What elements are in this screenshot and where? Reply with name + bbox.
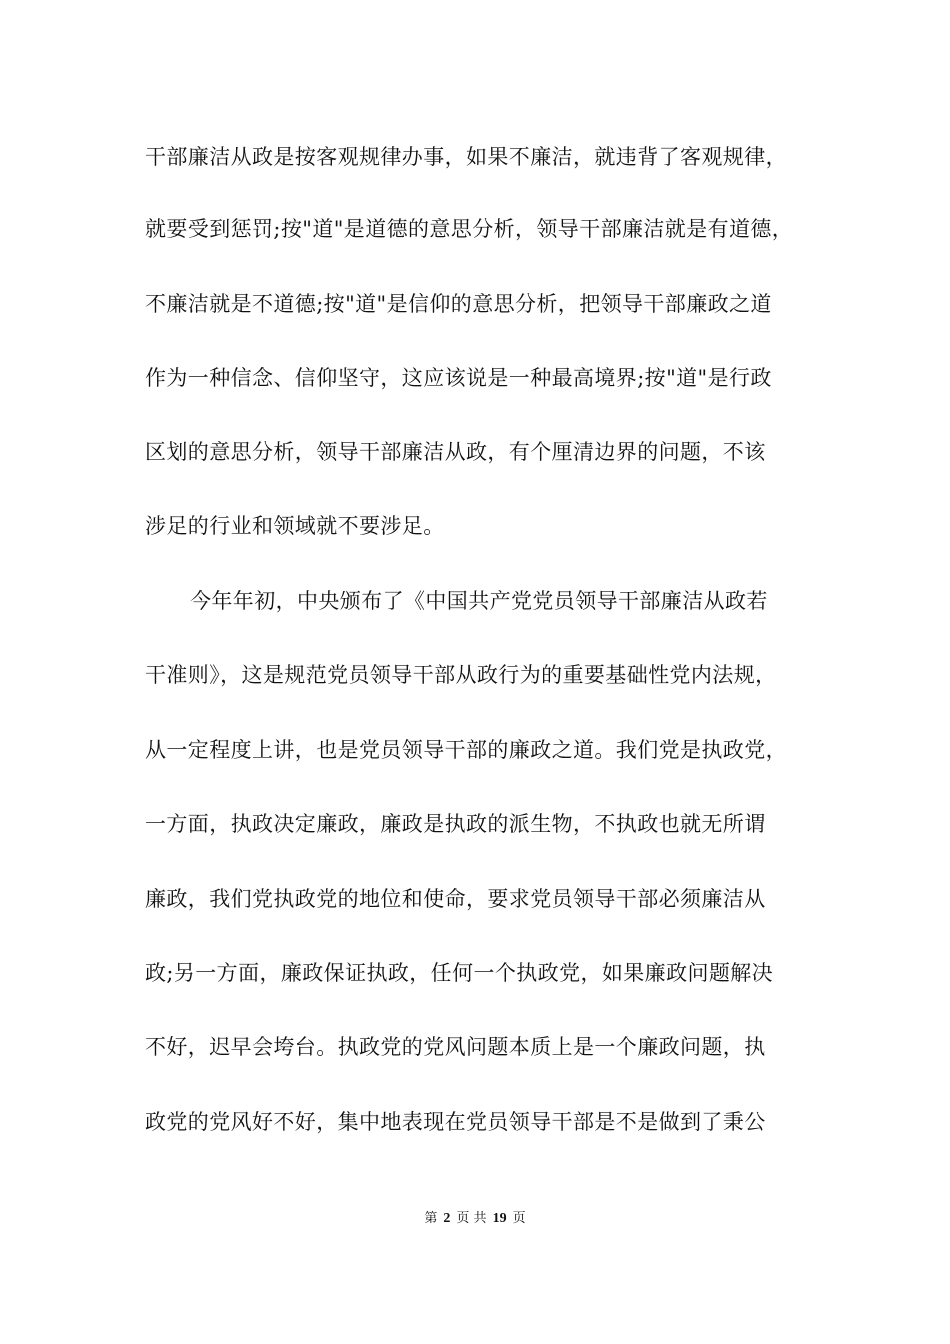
text-line-12: 政;另一方面，廉政保证执政，任何一个执政党，如果廉政问题解决 (145, 961, 774, 985)
text-line-13: 不好，迟早会垮台。执政党的党风问题本质上是一个廉政问题，执 (145, 1035, 766, 1059)
text-line-10: 一方面，执政决定廉政，廉政是执政的派生物，不执政也就无所谓 (145, 812, 766, 836)
text-line-1: 干部廉洁从政是按客观规律办事，如果不廉洁，就违背了客观规律， (145, 145, 787, 169)
footer-middle: 页 共 (456, 1211, 487, 1226)
text-line-2: 就要受到惩罚;按"道"是道德的意思分析，领导干部廉洁就是有道德， (145, 217, 794, 241)
text-line-7: 今年年初，中央颁布了《中国共产党党员领导干部廉洁从政若 (190, 589, 768, 613)
footer-suffix: 页 (512, 1211, 526, 1226)
footer-prefix: 第 (424, 1211, 438, 1226)
text-line-9: 从一定程度上讲，也是党员领导干部的廉政之道。我们党是执政党， (145, 738, 787, 762)
page-footer (0, 1207, 950, 1227)
text-line-14: 政党的党风好不好，集中地表现在党员领导干部是不是做到了秉公 (145, 1110, 766, 1134)
text-line-4: 作为一种信念、信仰坚守，这应该说是一种最高境界;按"道"是行政 (145, 366, 772, 390)
text-line-5: 区划的意思分析，领导干部廉洁从政，有个厘清边界的问题，不该 (145, 440, 766, 464)
footer-total-pages: 19 (492, 1211, 507, 1226)
text-line-11: 廉政，我们党执政党的地位和使命，要求党员领导干部必须廉洁从 (145, 887, 766, 911)
text-line-6: 涉足的行业和领域就不要涉足。 (145, 514, 445, 538)
text-line-8: 干准则》，这是规范党员领导干部从政行为的重要基础性党内法规， (145, 663, 777, 687)
text-line-3: 不廉洁就是不道德;按"道"是信仰的意思分析，把领导干部廉政之道 (145, 292, 772, 316)
footer-page-number: 2 (443, 1211, 451, 1226)
